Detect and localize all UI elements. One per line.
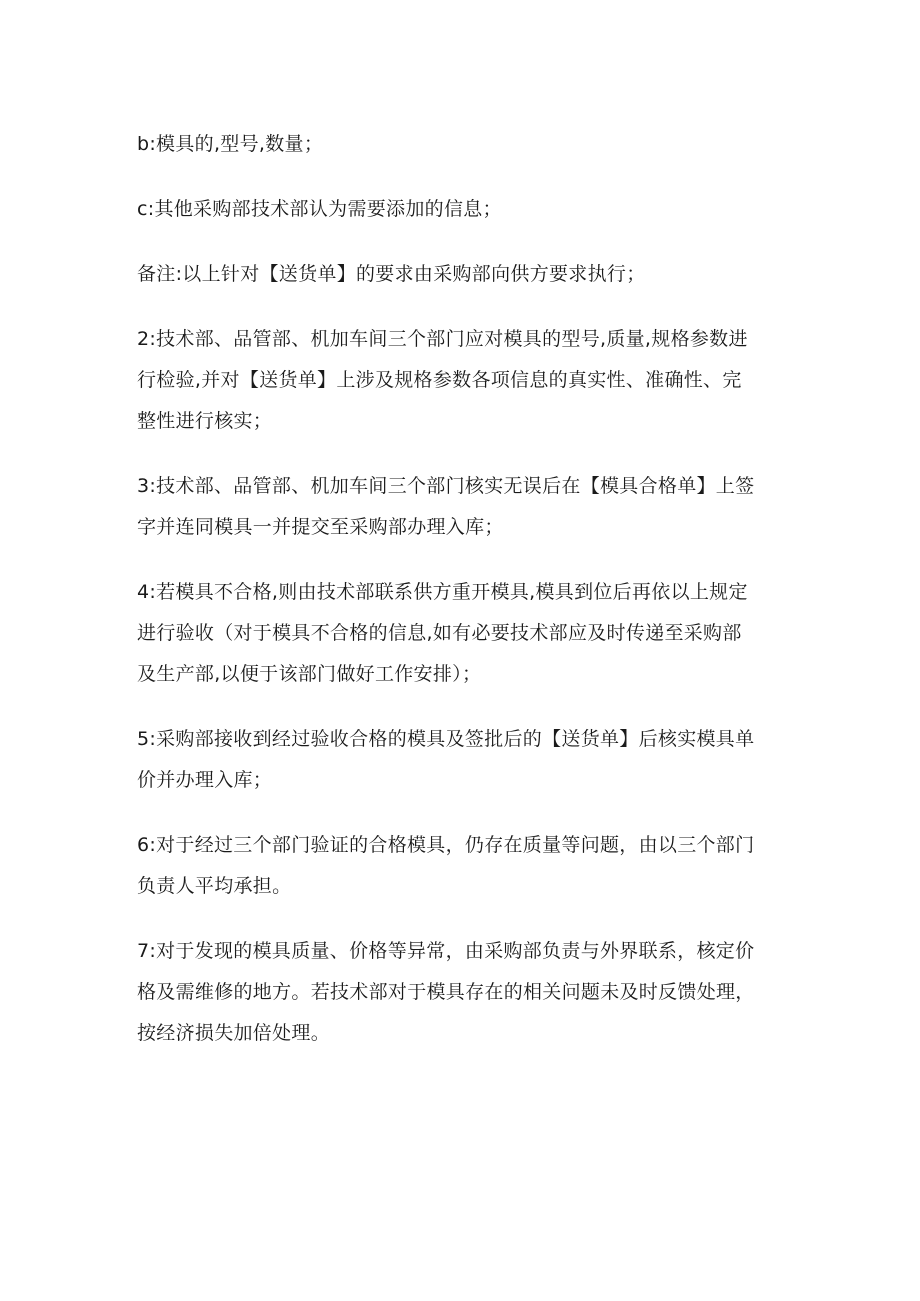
paragraph-item-5 <box>137 719 787 801</box>
paragraph-line: b:模具的,型号,数量； <box>137 133 324 155</box>
paragraph-line: 字并连同模具一并提交至采购部办理入库； <box>137 516 504 538</box>
paragraph-item-7 <box>137 931 787 1054</box>
paragraph-line: 整性进行核实； <box>137 410 273 432</box>
paragraph-line: 6:对于经过三个部门验证的合格模具，仍存在质量等问题，由以三个部门 <box>137 834 755 856</box>
paragraph-line: c:其他采购部技术部认为需要添加的信息； <box>137 198 502 220</box>
paragraph-line: 5:采购部接收到经过验收合格的模具及签批后的【送货单】后核实模具单 <box>137 728 755 750</box>
paragraph-line: 负责人平均承担。 <box>137 875 292 897</box>
paragraph-line: 备注:以上针对【送货单】的要求由采购部向供方要求执行； <box>137 263 646 285</box>
document-body <box>137 124 787 1078</box>
paragraph-line: 行检验,并对【送货单】上涉及规格参数各项信息的真实性、准确性、完 <box>137 369 742 391</box>
paragraph-line: 2:技术部、品管部、机加车间三个部门应对模具的型号,质量,规格参数进 <box>137 328 748 350</box>
paragraph-line: 格及需维修的地方。若技术部对于模具存在的相关问题未及时反馈处理， <box>137 981 755 1003</box>
paragraph-item-3 <box>137 466 787 548</box>
paragraph-c <box>137 189 787 230</box>
paragraph-item-4 <box>137 572 787 695</box>
paragraph-item-2 <box>137 319 787 442</box>
paragraph-note <box>137 254 787 295</box>
paragraph-line: 4:若模具不合格,则由技术部联系供方重开模具,模具到位后再依以上规定 <box>137 581 748 603</box>
paragraph-line: 价并办理入库； <box>137 769 273 791</box>
paragraph-line: 7:对于发现的模具质量、价格等异常，由采购部负责与外界联系，核定价 <box>137 940 755 962</box>
paragraph-line: 进行验收（对于模具不合格的信息,如有必要技术部应及时传递至采购部 <box>137 622 742 644</box>
paragraph-item-6 <box>137 825 787 907</box>
paragraph-b <box>137 124 787 165</box>
paragraph-line: 按经济损失加倍处理。 <box>137 1022 331 1044</box>
paragraph-line: 3:技术部、品管部、机加车间三个部门核实无误后在【模具合格单】上签 <box>137 475 755 497</box>
paragraph-line: 及生产部,以便于该部门做好工作安排）； <box>137 663 482 685</box>
